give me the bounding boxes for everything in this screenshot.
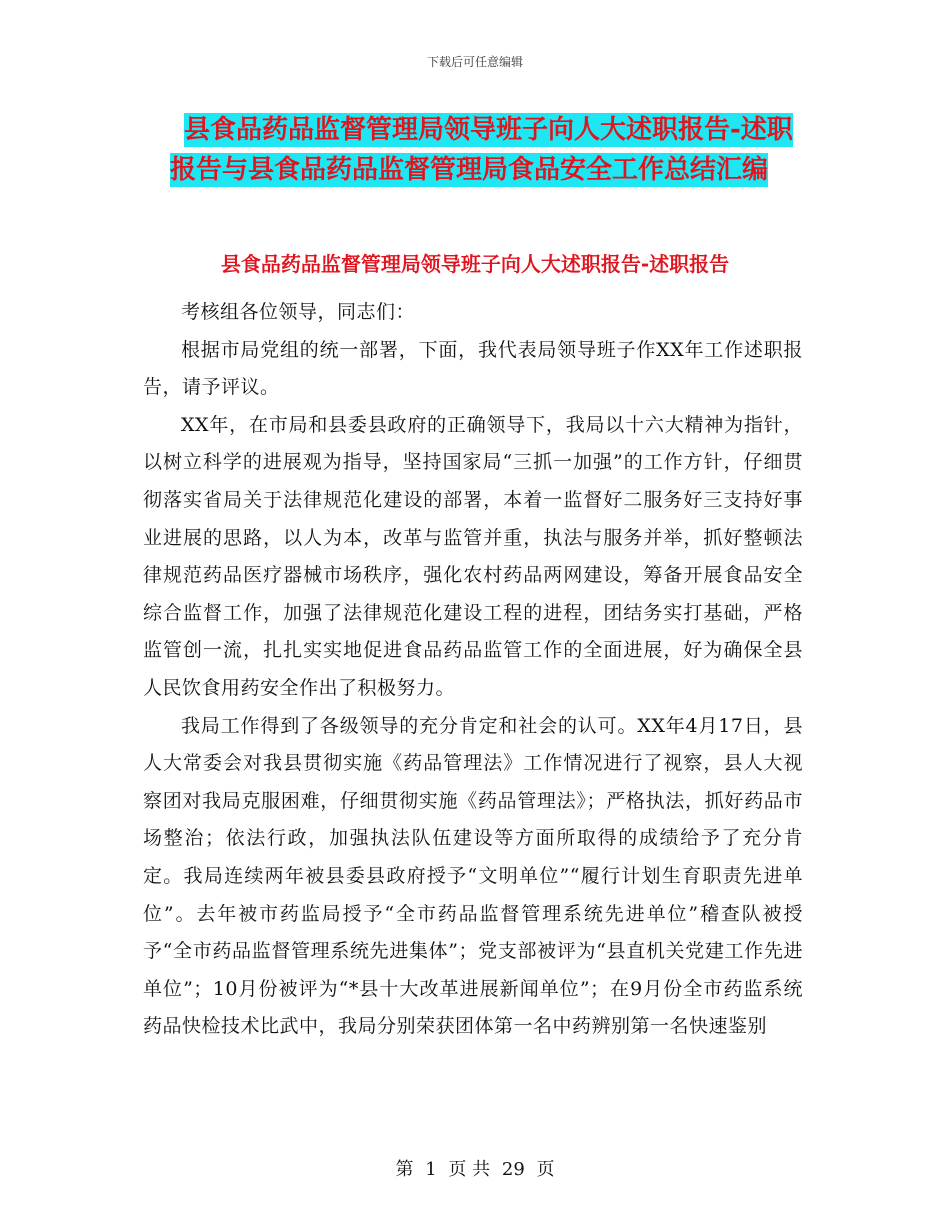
paragraph: XX年，在市局和县委县政府的正确领导下，我局以十六大精神为指针，以树立科学的进展观为指导，坚持国家局“三抓一加强”的工作方针，仔细贯彻落实省局关于法律规范化建设的部署，本着一监督好二服务好三支持好事业进展的思路，以人为本，改革与监管并重，执法与服务并举，抓好整顿法律规范药品医疗器械市场秩序，强化农村药品两网建设，筹备开展食品安全综合监督工作，加强了法律规范化建设工程的进程，团结务实打基础，严格监管创一流，扎扎实实地促进食品药品监管工作的全面进展，好为确保全县人民饮食用药安全作出了积极努力。 bbox=[143, 413, 803, 699]
page-footer bbox=[0, 1155, 950, 1181]
section-title: 县食品药品监督管理局领导班子向人大述职报告-述职报告 bbox=[220, 252, 730, 276]
title-line-1-text: 县食品药品监督管理局领导班子向人大述职报告-述职 bbox=[184, 115, 793, 145]
page-number: 1 bbox=[425, 1159, 437, 1180]
title-line-2-text: 报告与县食品药品监督管理局食品安全工作总结汇编 bbox=[170, 155, 769, 185]
paragraph: 我局工作得到了各级领导的充分肯定和社会的认可。XX年4月17日，县人大常委会对我县贯彻实施《药品管理法》工作情况进行了视察，县人大视察团对我局克服困难，仔细贯彻实施《药品管理法》；严格执法，抓好药品市场整治；依法行政，加强执法队伍建设等方面所取得的成绩给予了充分肯定。我局连续两年被县委县政府授予“文明单位”“履行计划生育职责先进单位”。去年被市药监局授予“全市药品监督管理系统先进单位”稽查队被授予“全市药品监督管理系统先进集体”；党支部被评为“县直机关党建工作先进单位”；10月份被评为“*县十大改革进展新闻单位”；在9月份全市药监系统药品快检技术比武中，我局分别荣获团体第一名中药辨别第一名快速鉴别 bbox=[143, 714, 803, 1038]
document-body bbox=[143, 294, 803, 1046]
title-line-1 bbox=[170, 110, 830, 150]
footer-mid: 页 共 bbox=[448, 1159, 491, 1180]
page-total: 29 bbox=[501, 1159, 525, 1180]
title-line-2 bbox=[170, 150, 830, 190]
paragraph: 根据市局党组的统一部署，下面，我代表局领导班子作XX年工作述职报告，请予评议。 bbox=[143, 338, 803, 399]
footer-suffix: 页 bbox=[536, 1159, 555, 1180]
footer-prefix: 第 bbox=[395, 1159, 414, 1180]
document-title bbox=[170, 110, 830, 190]
header-note: 下载后可任意编辑 bbox=[426, 55, 523, 69]
paragraph-salutation: 考核组各位领导，同志们： bbox=[181, 301, 416, 323]
